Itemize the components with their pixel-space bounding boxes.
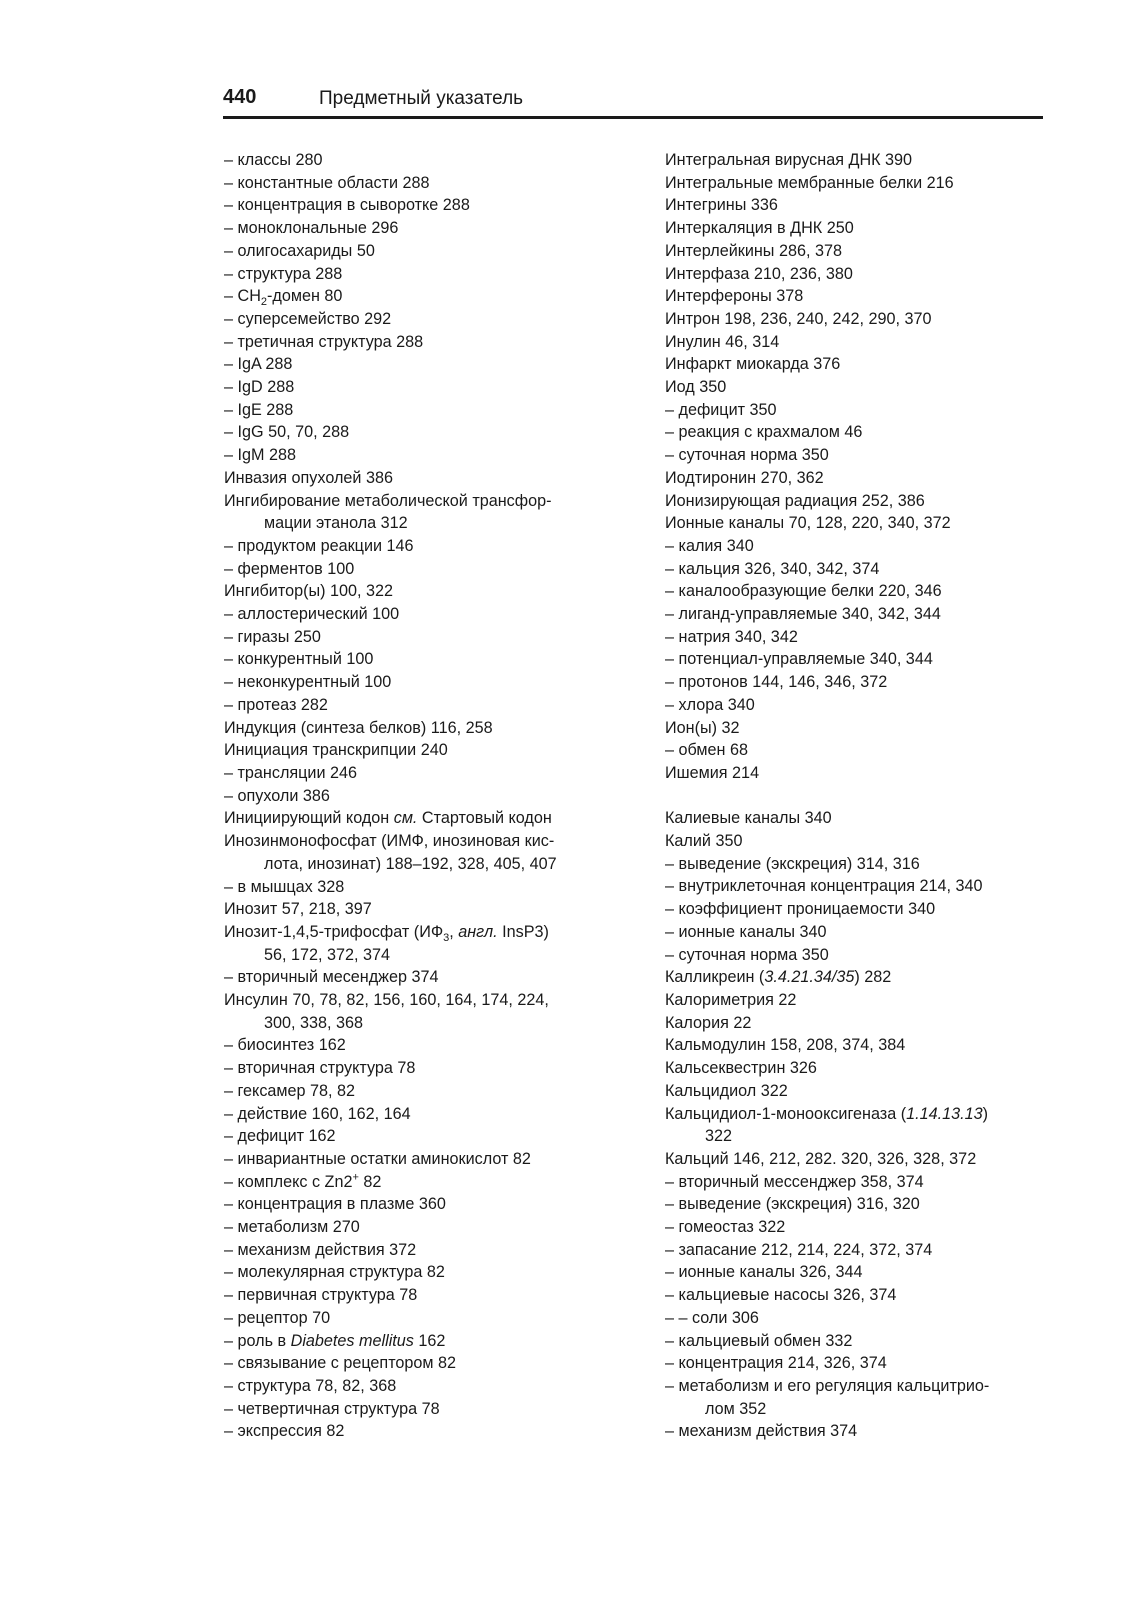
- index-entry: – экспрессия 82: [224, 1422, 345, 1441]
- index-entry: – олигосахариды 50: [224, 241, 375, 260]
- index-entry: Калория 22: [665, 1013, 752, 1032]
- index-entry: Интеркаляция в ДНК 250: [665, 219, 854, 238]
- index-entry: Инозинмонофосфат (ИМФ, инозиновая кис- лота, инозинат) 188–192, 328, 405, 407: [224, 832, 557, 873]
- index-entry: Индукция (синтеза белков) 116, 258: [224, 718, 493, 737]
- index-entry: Ион(ы) 32: [665, 718, 740, 737]
- index-entry: – запасание 212, 214, 224, 372, 374: [665, 1240, 933, 1259]
- index-entry: – суперсемейство 292: [224, 309, 392, 328]
- index-entry: – моноклональные 296: [224, 219, 399, 238]
- page-header: [223, 84, 1043, 116]
- index-entry: Инозит-1,4,5-трифосфат ($ИФ_3$, англ. InsP3) 56, 172, 372, 374: [224, 922, 549, 964]
- index-column-right: [665, 149, 1065, 1443]
- index-entry: – концентрация в сыворотке 288: [224, 196, 470, 215]
- index-entry: Кальцидиол 322: [665, 1081, 788, 1100]
- index-entry: – кальциевые насосы 326, 374: [665, 1286, 897, 1305]
- index-entry: Инсулин 70, 78, 82, 156, 160, 164, 174, 224, 300, 338, 368: [224, 991, 549, 1032]
- index-entry: – протеаз 282: [224, 695, 328, 714]
- index-entry: – механизм действия 372: [224, 1240, 417, 1259]
- index-entry: – четвертичная структура 78: [224, 1399, 440, 1418]
- index-entry: – ионные каналы 326, 344: [665, 1263, 863, 1282]
- running-title: Предметный указатель: [319, 88, 524, 109]
- index-entry: Интегральные мембранные белки 216: [665, 173, 954, 192]
- index-entry: – концентрация в плазме 360: [224, 1195, 446, 1214]
- index-entry: – конкурентный 100: [224, 650, 374, 669]
- index-entry: – первичная структура 78: [224, 1286, 418, 1305]
- index-entry: Ионные каналы 70, 128, 220, 340, 372: [665, 514, 951, 533]
- index-entry: – IgG 50, 70, 288: [224, 423, 350, 442]
- index-entry: – суточная норма 350: [665, 945, 829, 964]
- index-entry: – вторичный месенджер 374: [224, 968, 439, 987]
- index-entry: – обмен 68: [665, 741, 748, 760]
- index-entry: – метаболизм и его регуляция кальцитрио- лом 352: [665, 1376, 990, 1418]
- index-entry: Ионизирующая радиация 252, 386: [665, 491, 925, 510]
- index-entry: – трансляции 246: [224, 763, 358, 782]
- index-entry: – в мышцах 328: [224, 877, 345, 896]
- index-entry: – кальция 326, 340, 342, 374: [665, 559, 880, 578]
- header-rule: [223, 116, 1043, 119]
- index-entry: – продуктом реакции 146: [224, 536, 414, 555]
- index-entry: – классы 280: [224, 151, 323, 169]
- index-entry: Интерфаза 210, 236, 380: [665, 264, 853, 283]
- index-entry: – инвариантные остатки аминокислот 82: [224, 1149, 531, 1168]
- index-entry: Кальсеквестрин 326: [665, 1059, 817, 1078]
- index-entry: – гиразы 250: [224, 627, 321, 646]
- index-entry: – структура 78, 82, 368: [224, 1376, 397, 1395]
- index-entry: Калориметрия 22: [665, 991, 797, 1009]
- index-entry: – кальциевый обмен 332: [665, 1331, 853, 1350]
- index-entry: Кальмодулин 158, 208, 374, 384: [665, 1036, 906, 1055]
- index-entry: – лиганд-управляемые 340, 342, 344: [665, 605, 941, 624]
- index-entry: – гексамер 78, 82: [224, 1081, 356, 1100]
- index-entry: Ингибитор(ы) 100, 322: [224, 582, 393, 601]
- index-entry: – вторичный мессенджер 358, 374: [665, 1172, 924, 1191]
- index-entry: – механизм действия 374: [665, 1422, 858, 1441]
- index-entry: Интерфероны 378: [665, 287, 804, 306]
- index-entry: – IgD 288: [224, 378, 295, 397]
- index-entry: Инициация транскрипции 240: [224, 741, 448, 760]
- index-entry: Интегральная вирусная ДНК 390: [665, 151, 913, 169]
- index-entry: Ишемия 214: [665, 763, 760, 782]
- index-column-left: [224, 149, 644, 1443]
- index-entry: Калиевые каналы 340: [665, 809, 832, 828]
- index-entry: – дефицит 350: [665, 400, 777, 419]
- index-entry: – опухоли 386: [224, 786, 330, 805]
- index-entry: – дефицит 162: [224, 1127, 336, 1146]
- index-entry: – действие 160, 162, 164: [224, 1104, 411, 1123]
- index-entry: – связывание с рецептором 82: [224, 1354, 457, 1373]
- index-entry: – – соли 306: [665, 1308, 759, 1327]
- index-entry: – молекулярная структура 82: [224, 1263, 445, 1282]
- index-entry: Инвазия опухолей 386: [224, 468, 393, 487]
- index-entry: Калликреин (3.4.21.34/35) 282: [665, 968, 892, 987]
- index-entry: Иодтиронин 270, 362: [665, 468, 824, 487]
- index-entry: – натрия 340, 342: [665, 627, 798, 646]
- index-entry: – неконкурентный 100: [224, 673, 392, 692]
- index-entry: – выведение (экскреция) 314, 316: [665, 854, 920, 873]
- index-entry: Инозит 57, 218, 397: [224, 900, 372, 919]
- index-entry: – метаболизм 270: [224, 1218, 360, 1237]
- index-entry: – структура 288: [224, 264, 343, 283]
- index-entry: Кальций 146, 212, 282. 320, 326, 328, 372: [665, 1149, 977, 1168]
- index-entry: Интрон 198, 236, 240, 242, 290, 370: [665, 309, 932, 328]
- page-number: 440: [223, 86, 257, 108]
- index-entry: Инициирующий кодон см. Стартовый кодон: [224, 809, 552, 828]
- index-entry: Интегрины 336: [665, 196, 778, 215]
- index-entry: – протонов 144, 146, 346, 372: [665, 673, 888, 692]
- index-entry: – IgM 288: [224, 446, 296, 465]
- index-entry: Калий 350: [665, 832, 743, 851]
- index-entry: – суточная норма 350: [665, 446, 829, 465]
- index-entry: – каналообразующие белки 220, 346: [665, 582, 942, 601]
- index-entry: Интерлейкины 286, 378: [665, 241, 842, 260]
- index-entry: – калия 340: [665, 536, 754, 555]
- index-entry: – ионные каналы 340: [665, 922, 827, 941]
- index-entry: Кальцидиол-1-монооксигеназа (1.14.13.13) 322: [665, 1104, 988, 1146]
- index-entry: – гомеостаз 322: [665, 1218, 786, 1237]
- index-entry: – вторичная структура 78: [224, 1059, 416, 1078]
- index-entry: – реакция с крахмалом 46: [665, 423, 863, 442]
- index-entry: – коэффициент проницаемости 340: [665, 900, 936, 919]
- index-entry: Инфаркт миокарда 376: [665, 355, 841, 374]
- index-entry: – третичная структура 288: [224, 332, 424, 351]
- index-entry: – IgA 288: [224, 355, 293, 374]
- index-entry: – рецептор 70: [224, 1308, 331, 1327]
- index-entry: – концентрация 214, 326, 374: [665, 1354, 887, 1373]
- index-entry: – внутриклеточная концентрация 214, 340: [665, 877, 983, 896]
- index-entry: – комплекс с Zn2+ 82: [224, 1171, 382, 1191]
- index-entry: – биосинтез 162: [224, 1036, 346, 1055]
- index-entry: – ферментов 100: [224, 559, 355, 578]
- index-entry: – выведение (экскреция) 316, 320: [665, 1195, 920, 1214]
- index-entry: Ингибирование метаболической трансфор- мации этанола 312: [224, 491, 552, 533]
- index-entry: – потенциал-управляемые 340, 344: [665, 650, 933, 669]
- index-entry: – аллостерический 100: [224, 605, 400, 624]
- index-entry: Иод 350: [665, 378, 727, 397]
- index-entry: – роль в Diabetes mellitus 162: [224, 1331, 446, 1350]
- index-entry: – $CH_2$-домен 80: [224, 287, 343, 309]
- index-entry: – хлора 340: [665, 695, 755, 714]
- index-entry: – IgE 288: [224, 400, 294, 419]
- index-entry: Инулин 46, 314: [665, 332, 780, 351]
- index-entry: – константные области 288: [224, 173, 430, 192]
